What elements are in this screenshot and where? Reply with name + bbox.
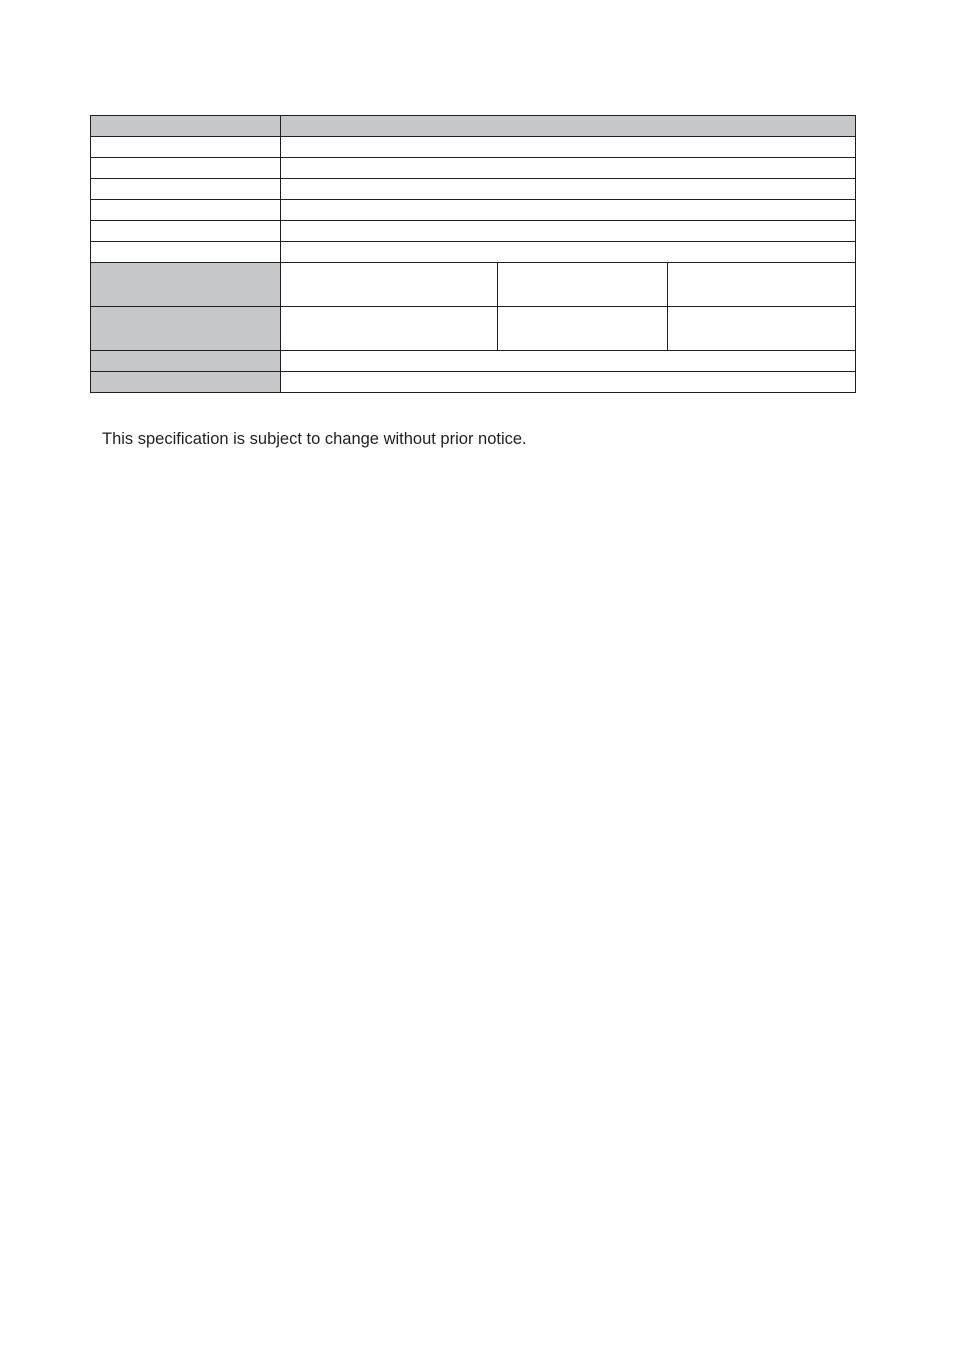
row-value [281, 351, 856, 372]
row-value-col-3 [668, 307, 856, 351]
row-label [91, 158, 281, 179]
row-value-col-3 [668, 263, 856, 307]
row-value-col-2 [498, 263, 668, 307]
table-row [91, 351, 856, 372]
table-row [91, 200, 856, 221]
row-label [91, 263, 281, 307]
row-label [91, 351, 281, 372]
row-value [281, 242, 856, 263]
header-cell-value [281, 116, 856, 137]
table-row [91, 242, 856, 263]
table-row [91, 221, 856, 242]
row-value-col-1 [281, 307, 498, 351]
row-value [281, 158, 856, 179]
row-label [91, 137, 281, 158]
row-label [91, 179, 281, 200]
row-label [91, 221, 281, 242]
table-row-split [91, 307, 856, 351]
row-value-col-1 [281, 263, 498, 307]
table-header-row [91, 116, 856, 137]
specification-notice: This specification is subject to change without prior notice. [102, 430, 527, 448]
row-label [91, 372, 281, 393]
table-row [91, 158, 856, 179]
specification-table [90, 115, 856, 393]
table-row [91, 372, 856, 393]
row-label [91, 242, 281, 263]
table-row [91, 137, 856, 158]
header-cell-label [91, 116, 281, 137]
row-label [91, 307, 281, 351]
row-value-col-2 [498, 307, 668, 351]
row-label [91, 200, 281, 221]
row-value [281, 179, 856, 200]
row-value [281, 137, 856, 158]
row-value [281, 372, 856, 393]
row-value [281, 221, 856, 242]
table-row-split [91, 263, 856, 307]
row-value [281, 200, 856, 221]
table-row [91, 179, 856, 200]
